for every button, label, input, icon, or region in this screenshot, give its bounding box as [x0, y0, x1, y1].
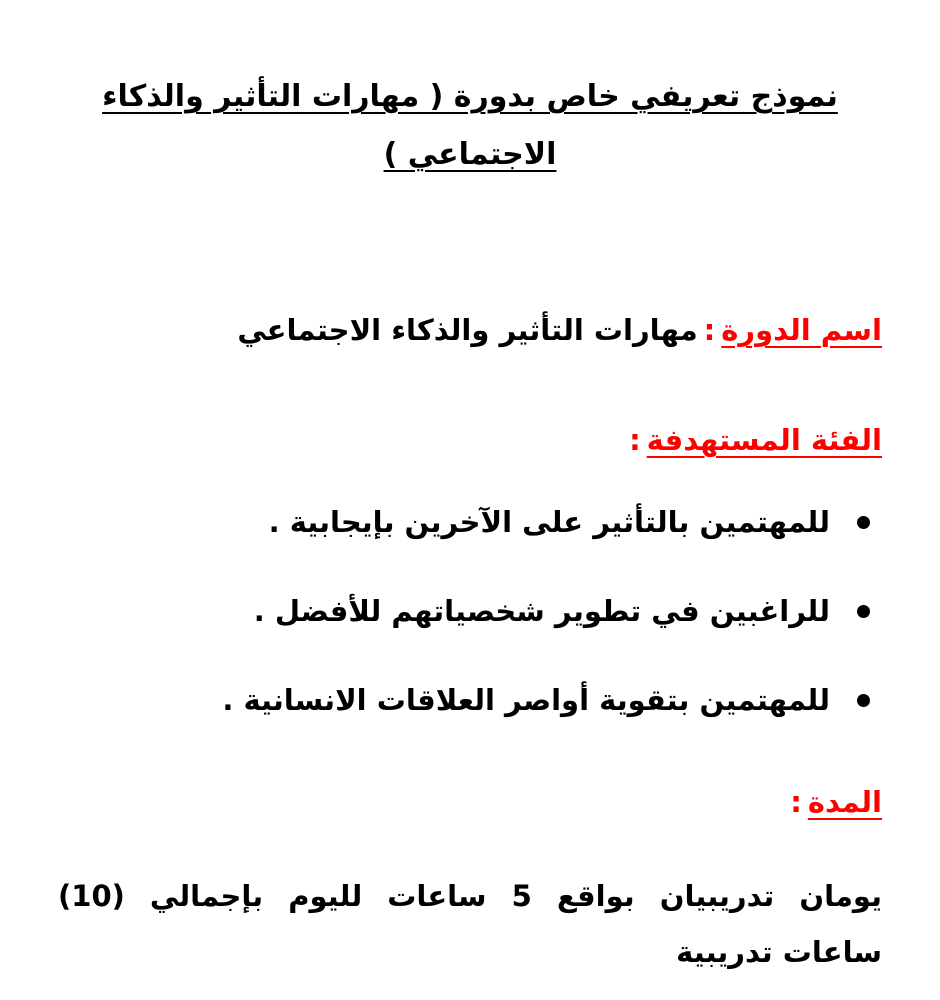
duration-label: المدة [807, 785, 882, 819]
document-title: نموذج تعريفي خاص بدورة ( مهارات التأثير والذكاء الاجتماعي ) [102, 79, 838, 172]
duration-colon: : [790, 785, 802, 819]
duration-text: يومان تدريبيان بواقع 5 ساعات لليوم بإجمالي (10) ساعات تدريبية [58, 879, 882, 969]
list-item-text: للمهتمين بتقوية أواصر العلاقات الانسانية . [222, 683, 830, 717]
course-name-row [40, 308, 882, 352]
list-item [60, 678, 830, 722]
list-item-text: للراغبين في تطوير شخصياتهم للأفضل . [253, 594, 830, 628]
duration-row [40, 780, 882, 824]
target-audience-list [60, 500, 830, 767]
target-audience-row [40, 418, 882, 462]
list-item [60, 500, 830, 544]
target-audience-colon: : [629, 423, 641, 457]
course-name-label: اسم الدورة [721, 313, 882, 347]
list-item-text: للمهتمين بالتأثير على الآخرين بإيجابية . [268, 505, 830, 539]
course-name-colon: : [703, 313, 716, 347]
bullet-icon [857, 605, 870, 618]
course-name-value: مهارات التأثير والذكاء الاجتماعي [237, 313, 698, 347]
bullet-icon [857, 694, 870, 707]
target-audience-label: الفئة المستهدفة [646, 423, 882, 457]
list-item [60, 589, 830, 633]
bullet-icon [857, 516, 870, 529]
